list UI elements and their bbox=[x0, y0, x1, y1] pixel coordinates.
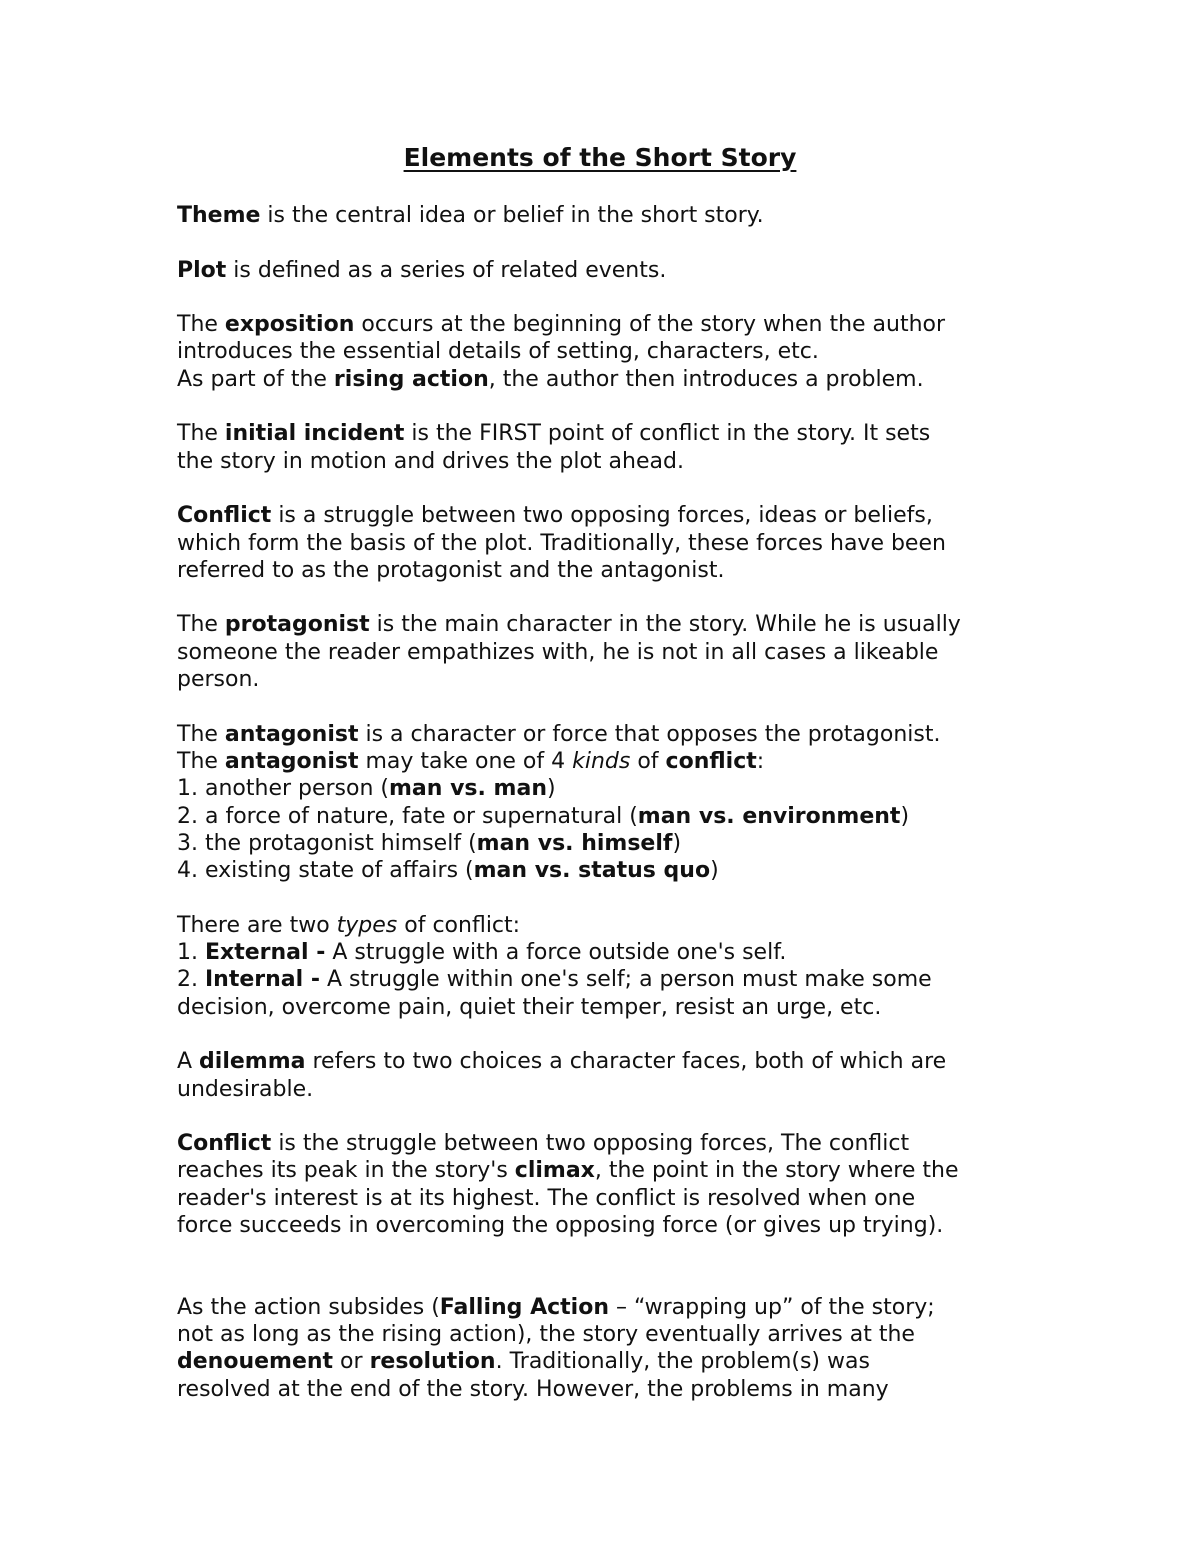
conflict-type-item: 1. External - A struggle with a force outside one's self. bbox=[177, 940, 787, 966]
dilemma-paragraph: A dilemma refers to two choices a character faces, both of which are undesirable. bbox=[177, 1049, 947, 1102]
rising-action-term: rising action bbox=[333, 366, 489, 392]
conflict-paragraph: Conflict is a struggle between two opposing forces, ideas or beliefs, which form the basis of the plot. Traditionally, these forces have been referred to as the protagonist and the antagonist. bbox=[177, 503, 946, 583]
conflict-type-item: 2. Internal - A struggle within one's self; a person must make some bbox=[177, 967, 932, 993]
page-title: Elements of the Short Story bbox=[403, 143, 797, 172]
exposition-paragraph: The exposition occurs at the beginning of the story when the author introduces the essential details of setting, characters, etc. As part of the rising action, the author then introduces a problem. bbox=[177, 312, 946, 392]
theme-term: Theme bbox=[177, 203, 261, 228]
resolution-term: resolution bbox=[369, 1349, 496, 1375]
antagonist-paragraph: The antagonist is a character or force that opposes the protagonist. The antagonist may take one of 4 kinds of conflict: 1. another person (man vs. man) 2. a force of nature, fate or supernatural (man vs. environment) 3. the protagonist himself (man vs. himself) 4. existing state of affairs (man vs. status quo) bbox=[177, 721, 1057, 885]
conflict-kind-item: 2. a force of nature, fate or supernatural (man vs. environment) bbox=[177, 803, 910, 829]
conflict-kind-item: 4. existing state of affairs (man vs. status quo) bbox=[177, 858, 719, 884]
initial-incident-term: initial incident bbox=[224, 421, 405, 447]
denouement-term: denouement bbox=[177, 1349, 334, 1375]
falling-action-term: Falling Action bbox=[439, 1294, 609, 1320]
plot-paragraph: Plot is defined as a series of related events. bbox=[177, 257, 667, 283]
protagonist-paragraph: The protagonist is the main character in the story. While he is usually someone the reader empathizes with, he is not in all cases a likeable person. bbox=[177, 612, 961, 693]
dilemma-term: dilemma bbox=[199, 1049, 306, 1075]
conflict-kind-item: 1. another person (man vs. man) bbox=[177, 776, 556, 802]
theme-paragraph: Theme is the central idea or belief in the short story. bbox=[177, 203, 764, 228]
exposition-term: exposition bbox=[224, 312, 355, 338]
falling-action-paragraph: As the action subsides (Falling Action – “wrapping up” of the story; not as long as the rising action), the story eventually arrives at the denouement or resolution. Traditionally, the problem(s) was resolved at the end of the story. However, the problems in many bbox=[177, 1294, 935, 1402]
conflict-term: Conflict bbox=[177, 503, 272, 529]
conflict-types-paragraph: There are two types of conflict: 1. External - A struggle with a force outside one's self. 2. Internal - A struggle within one's self; a person must make some decision, overcome pain, quiet their temper, resist an urge, etc. bbox=[177, 912, 1057, 1021]
plot-term: Plot bbox=[177, 257, 227, 283]
climax-paragraph: Conflict is the struggle between two opposing forces, The conflict reaches its peak in the story's climax, the point in the story where the reader's interest is at its highest. The conflict is resolved when one force succeeds in overcoming the opposing force (or gives up trying). bbox=[177, 1131, 959, 1238]
protagonist-term: protagonist bbox=[224, 612, 370, 638]
antagonist-term: antagonist bbox=[224, 721, 359, 747]
document-body bbox=[177, 202, 1057, 1403]
initial-incident-paragraph: The initial incident is the FIRST point of conflict in the story. It sets the story in motion and drives the plot ahead. bbox=[177, 421, 931, 474]
climax-term: climax bbox=[514, 1158, 595, 1184]
conflict-kind-item: 3. the protagonist himself (man vs. himself) bbox=[177, 830, 682, 856]
conflict-term: Conflict bbox=[177, 1131, 272, 1157]
